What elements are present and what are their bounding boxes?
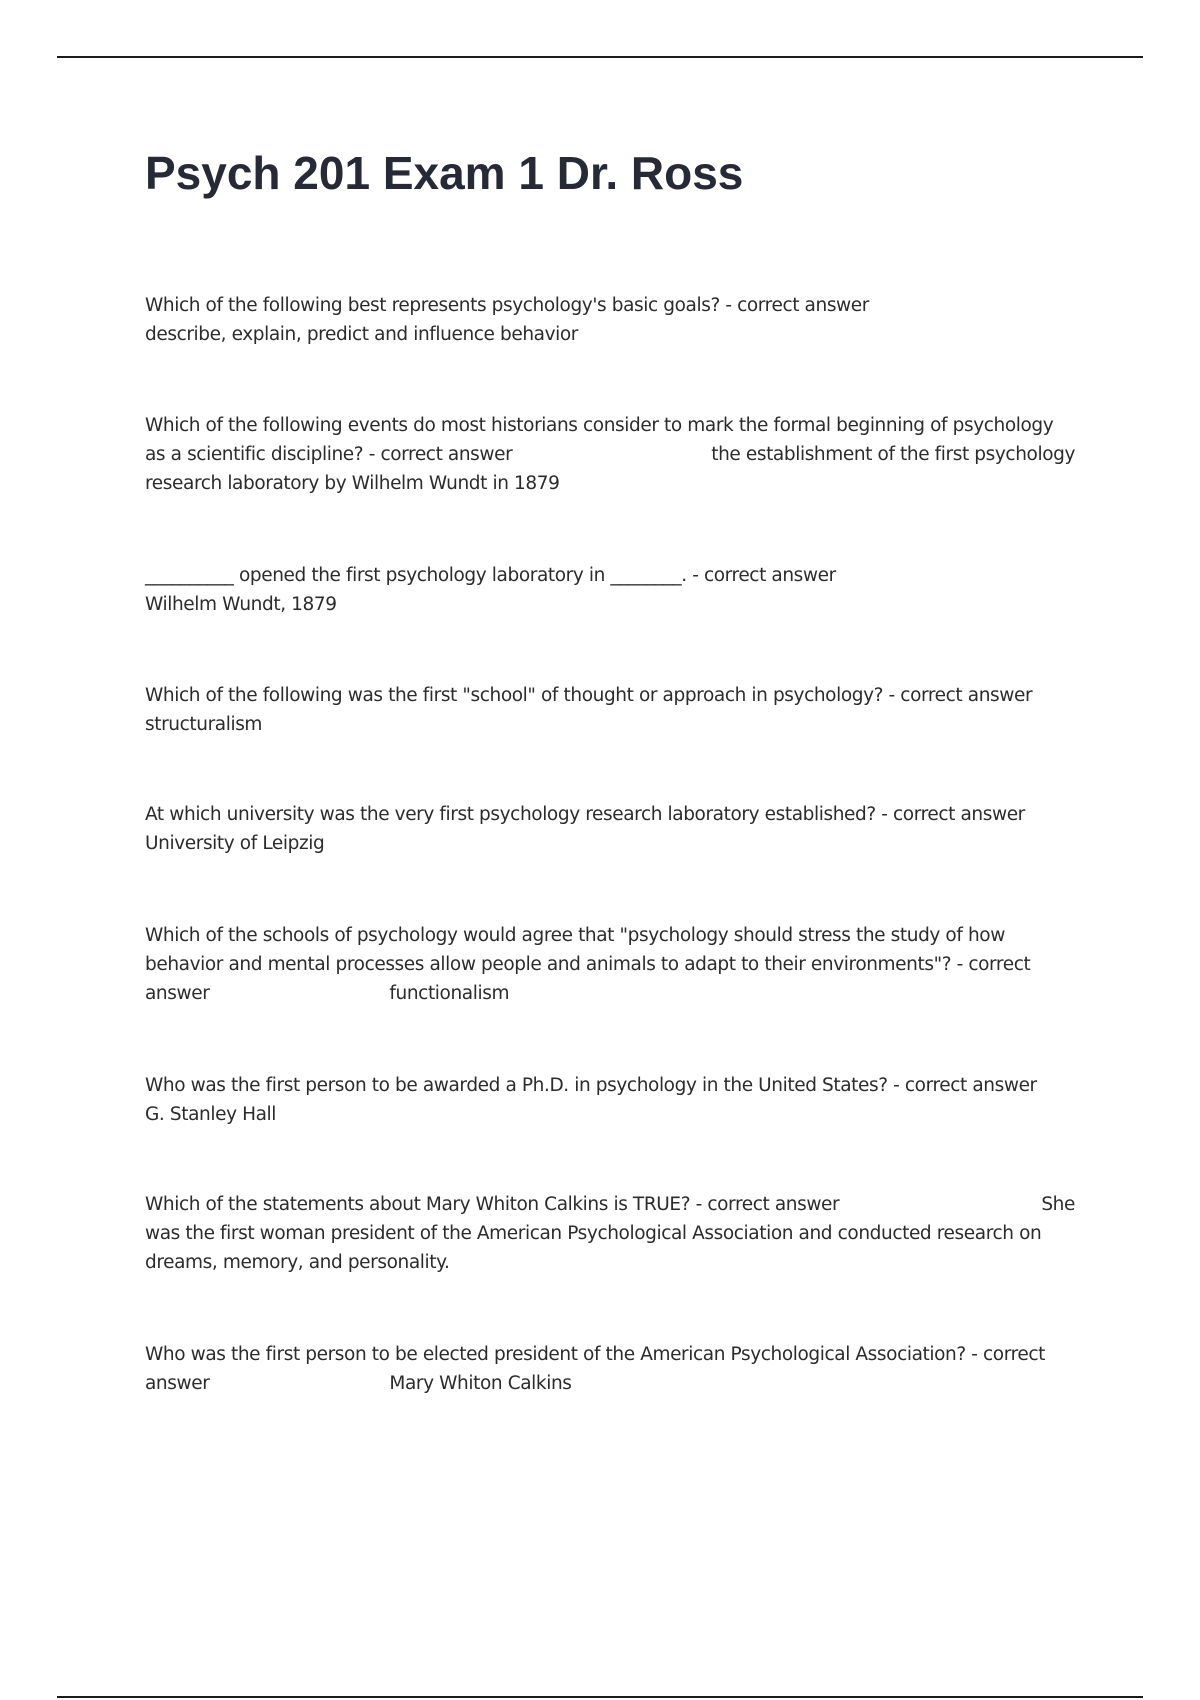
question-text: Which of the following best represents psychology's basic goals? - correct answer	[145, 295, 869, 316]
answer-text: the establishment of the first psychology	[711, 444, 1075, 465]
answer-text: functionalism	[389, 983, 510, 1004]
answer-text: She	[1041, 1194, 1075, 1215]
qa-item-8	[145, 1190, 1075, 1277]
qa-item-2	[145, 411, 1075, 498]
qa-item-4	[145, 681, 1075, 739]
question-text: __________ opened the first psychology laboratory in ________. - correct answer	[145, 565, 836, 586]
answer-text: Wilhelm Wundt, 1879	[145, 594, 337, 615]
answer-text: University of Leipzig	[145, 833, 325, 854]
answer-text: structuralism	[145, 714, 263, 735]
question-answer-line	[145, 1190, 1075, 1219]
question-text: as a scientific discipline? - correct answer	[145, 444, 513, 465]
question-answer-line	[145, 979, 1075, 1008]
question-text: Which of the following was the first "school" of thought or approach in psychology? - correct answer	[145, 685, 1033, 706]
top-rule	[57, 56, 1143, 58]
qa-item-5	[145, 800, 1075, 858]
answer-text: research laboratory by Wilhelm Wundt in 1879	[145, 473, 560, 494]
page-title: Psych 201 Exam 1 Dr. Ross	[145, 147, 744, 199]
question-text: Which of the schools of psychology would agree that "psychology should stress the study of how	[145, 925, 1005, 946]
answer-text: was the first woman president of the American Psychological Association and conducted research on	[145, 1223, 1042, 1244]
answer-text: describe, explain, predict and influence behavior	[145, 324, 578, 345]
question-text: answer	[145, 983, 210, 1004]
qa-item-7	[145, 1071, 1075, 1129]
qa-item-6	[145, 921, 1075, 1008]
question-answer-line	[145, 1369, 1075, 1398]
qa-item-3	[145, 561, 1075, 619]
bottom-rule	[57, 1696, 1143, 1698]
answer-text: Mary Whiton Calkins	[389, 1373, 572, 1394]
answer-text: dreams, memory, and personality.	[145, 1252, 450, 1273]
qa-item-1	[145, 291, 1075, 349]
question-text: answer	[145, 1373, 210, 1394]
question-text: Who was the first person to be elected president of the American Psychological Association? - correct	[145, 1344, 1045, 1365]
qa-item-9	[145, 1340, 1075, 1398]
answer-text: G. Stanley Hall	[145, 1104, 277, 1125]
question-text: Which of the following events do most historians consider to mark the formal beginning of psychology	[145, 415, 1054, 436]
question-text: Who was the first person to be awarded a Ph.D. in psychology in the United States? - correct answer	[145, 1075, 1037, 1096]
question-text: Which of the statements about Mary Whiton Calkins is TRUE? - correct answer	[145, 1194, 840, 1215]
question-text: At which university was the very first psychology research laboratory established? - correct answer	[145, 804, 1025, 825]
question-text: behavior and mental processes allow people and animals to adapt to their environments"? - correct	[145, 954, 1031, 975]
question-answer-line	[145, 440, 1075, 469]
